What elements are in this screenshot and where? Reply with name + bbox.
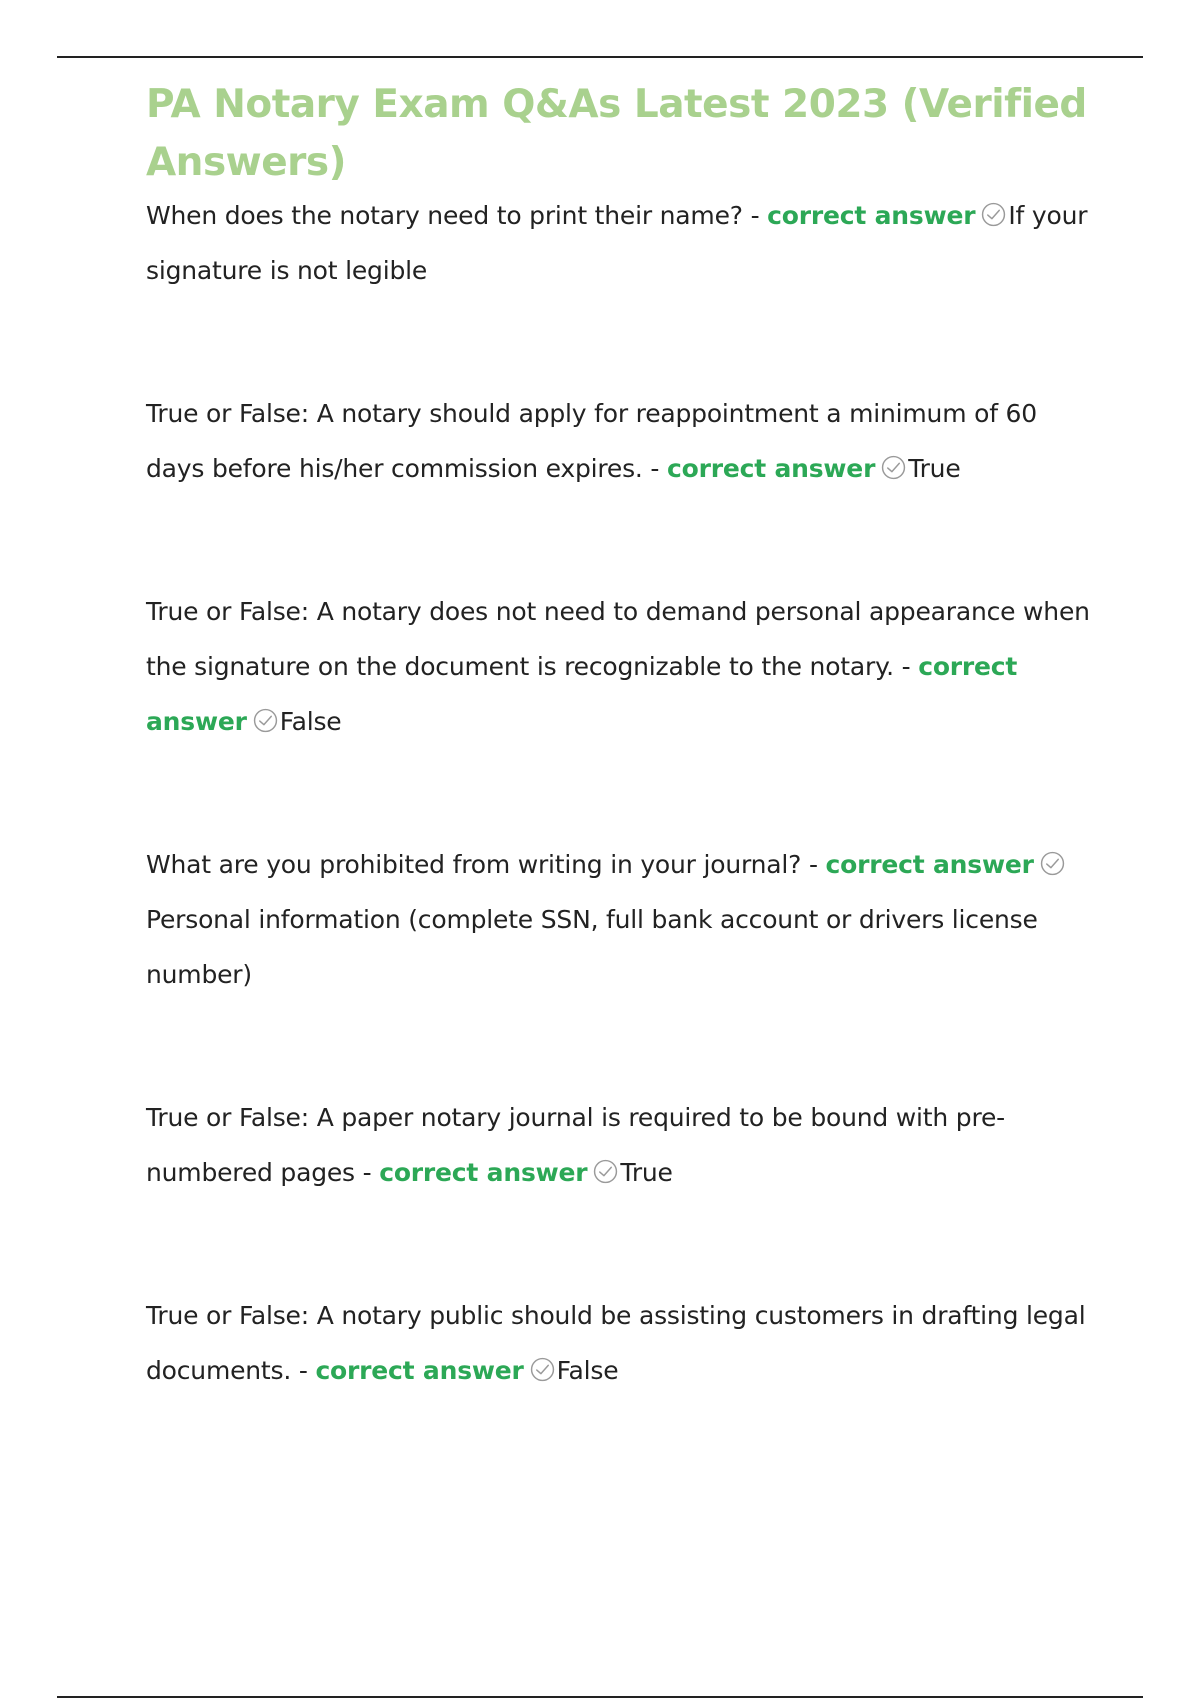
question-text: True or False: A paper notary journal is required to be bound with pre-numbered pages - [146,1103,1005,1187]
document-body [146,76,1096,1398]
qa-item [146,386,1096,496]
answer-text: True [620,1158,673,1187]
answer-label: correct answer [315,1356,524,1385]
bottom-divider [57,1696,1143,1698]
answer-label: correct answer [825,850,1034,879]
qa-item [146,1090,1096,1200]
circled-check-icon [881,455,906,480]
circled-check-icon [981,202,1006,227]
top-divider [57,56,1143,58]
qa-item [146,1288,1096,1398]
question-text: True or False: A notary public should be assisting customers in drafting legal documents. - [146,1301,1086,1385]
question-text: What are you prohibited from writing in your journal? - [146,850,818,879]
answer-text: If your signature is not legible [146,201,1088,285]
question-text: True or False: A notary does not need to demand personal appearance when the signature on the document is recognizable to the notary. - [146,597,1090,681]
answer-text: False [556,1356,619,1385]
answer-label: correct answer [379,1158,588,1187]
document-title: PA Notary Exam Q&As Latest 2023 (Verified Answers) [146,82,1087,185]
qa-item [146,584,1096,749]
answer-text: False [279,707,342,736]
qa-list [146,188,1096,1398]
answer-label: correct answer [146,652,1018,736]
circled-check-icon [593,1159,618,1184]
circled-check-icon [530,1357,555,1382]
circled-check-icon [253,708,278,733]
circled-check-icon [1040,851,1065,876]
qa-item [146,188,1096,298]
answer-text: True [908,454,961,483]
question-text: True or False: A notary should apply for reappointment a minimum of 60 days before his/her commission expires. - [146,399,1037,483]
answer-label: correct answer [666,454,876,483]
answer-label: correct answer [767,201,976,230]
qa-item [146,837,1096,1002]
answer-text: Personal information (complete SSN, full bank account or drivers license number) [146,905,1038,989]
question-text: When does the notary need to print their name? - [146,201,760,230]
